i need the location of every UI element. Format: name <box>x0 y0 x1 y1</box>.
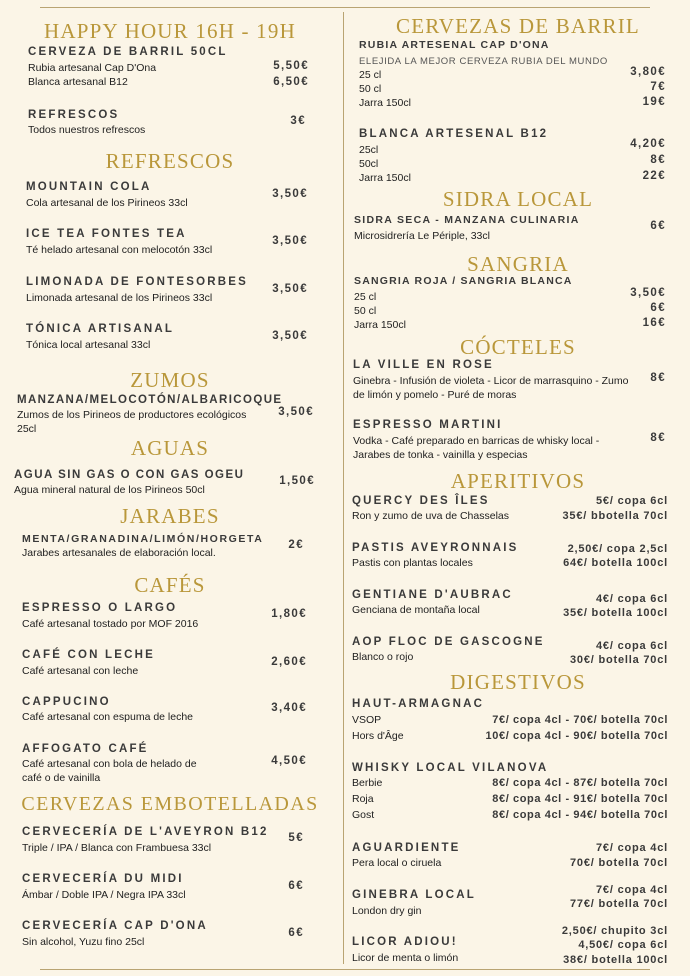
size-label: 25 cl <box>359 69 382 81</box>
size-price: 8€ <box>650 154 666 166</box>
menu-item-name: MOUNTAIN COLA <box>26 181 152 193</box>
menu-item-price: 2,60€ <box>271 656 307 668</box>
section-title-jarabes: JARABES <box>120 504 220 528</box>
menu-item-name: AGUA SIN GAS O CON GAS OGEU <box>14 469 245 481</box>
menu-item-price: 35€/ botella 100cl <box>563 607 668 619</box>
variant-label: Berbie <box>352 777 383 789</box>
menu-item-desc: Ginebra - Infusión de violeta - Licor de marrasquino - Zumo de limón y pomelo - Puré de moras <box>353 375 629 401</box>
variant-price: 8€/ copa 4cl - 94€/ botella 70cl <box>492 809 668 821</box>
menu-item-price: 5€ <box>288 832 304 844</box>
menu-item-name: PASTIS AVEYRONNAIS <box>352 542 519 554</box>
menu-item-price: 4,50€ <box>271 755 307 767</box>
size-price: 7€ <box>650 81 666 93</box>
menu-item-price: 3,50€ <box>272 330 308 342</box>
size-label: 25cl <box>359 144 379 156</box>
menu-item-name: LICOR ADIOU! <box>352 936 458 948</box>
menu-item-name: ICE TEA FONTES TEA <box>26 228 187 240</box>
menu-item-price: 38€/ botella 100cl <box>563 954 668 966</box>
menu-item-name: LA VILLE EN ROSE <box>353 359 494 371</box>
menu-item-desc: Tónica local artesanal 33cl <box>26 339 151 351</box>
size-label: 25 cl <box>354 291 377 303</box>
variant-price: 7€/ copa 4cl - 70€/ botella 70cl <box>492 714 668 726</box>
menu-item-name: BLANCA ARTESENAL B12 <box>359 128 549 140</box>
section-title-aperitivos: APERITIVOS <box>450 469 586 493</box>
happy-hour-refresh-name: REFRESCOS <box>28 109 120 121</box>
section-title-cocteles: CÓCTELES <box>460 335 576 359</box>
menu-item-name: CAPPUCINO <box>22 696 111 708</box>
happy-hour-refresh-price: 3€ <box>290 115 306 127</box>
section-title-cervezas-barril: CERVEZAS DE BARRIL <box>396 14 640 38</box>
section-title-refrescos: REFRESCOS <box>105 149 235 173</box>
menu-item-price: 35€/ bbotella 70cl <box>562 510 668 522</box>
menu-item-name: ESPRESSO MARTINI <box>353 419 503 431</box>
size-label: 50cl <box>359 158 379 170</box>
menu-item-price: 3,40€ <box>271 702 307 714</box>
section-title-zumos: ZUMOS <box>130 368 210 392</box>
menu-item-price: 2,50€/ copa 2,5cl <box>567 543 668 555</box>
menu-item-price: 30€/ botella 70cl <box>570 654 668 666</box>
variant-price: 8€/ copa 4cl - 87€/ botella 70cl <box>492 777 668 789</box>
variant-price: 10€/ copa 4cl - 90€/ botella 70cl <box>485 730 668 742</box>
menu-item-desc: Cola artesanal de los Pirineos 33cl <box>26 197 188 209</box>
menu-item-price: 3,50€ <box>272 188 308 200</box>
menu-item-name: AGUARDIENTE <box>352 842 461 854</box>
menu-item-name: MENTA/GRANADINA/LIMÓN/HORGETA <box>22 533 264 545</box>
menu-item-price: 6€ <box>650 220 666 232</box>
menu-item-price: 3,50€ <box>278 406 314 418</box>
menu-item-desc: Agua mineral natural de los Pirineos 50cl <box>14 484 205 496</box>
menu-item-name: CERVECERÍA DU MIDI <box>22 873 184 885</box>
size-price: 3,80€ <box>630 66 666 78</box>
menu-item-desc: Microsidrería Le Périple, 33cl <box>354 230 490 242</box>
menu-item-desc: Ron y zumo de uva de Chasselas <box>352 510 510 522</box>
size-price: 4,20€ <box>630 138 666 150</box>
column-divider <box>343 12 344 964</box>
menu-item-price: 70€/ botella 70cl <box>570 857 668 869</box>
menu-item-price: 8€ <box>650 432 666 444</box>
menu-item-name: TÓNICA ARTISANAL <box>26 323 175 335</box>
menu-item-desc: Café artesanal con bola de helado de café o de vainilla <box>22 758 197 784</box>
section-title-sidra: SIDRA LOCAL <box>442 187 594 211</box>
menu-item-name: CAFÉ CON LECHE <box>22 649 156 661</box>
size-price: 22€ <box>642 170 666 182</box>
size-price: 19€ <box>642 96 666 108</box>
menu-item-desc: Blanco o rojo <box>352 651 414 663</box>
variant-label: VSOP <box>352 714 382 726</box>
size-label: Jarra 150cl <box>354 319 406 331</box>
size-label: Jarra 150cl <box>359 172 411 184</box>
menu-item-price: 7€/ copa 4cl <box>596 884 668 896</box>
menu-item-desc: Té helado artesanal con melocotón 33cl <box>26 244 213 256</box>
menu-item-desc: Genciana de montaña local <box>352 604 480 616</box>
size-label: 50 cl <box>359 83 382 95</box>
menu-item-desc: Ámbar / Doble IPA / Negra IPA 33cl <box>22 889 186 901</box>
section-title-sangria: SANGRIA <box>467 252 569 276</box>
menu-item-price: 7€/ copa 4cl <box>596 842 668 854</box>
menu-item-name: ESPRESSO O LARGO <box>22 602 178 614</box>
variant-label: Gost <box>352 809 375 821</box>
menu-item-price: 4€/ copa 6cl <box>596 593 668 605</box>
menu-item-price: 4€/ copa 6cl <box>596 640 668 652</box>
menu-item-name: SIDRA SECA - MANZANA CULINARIA <box>354 214 580 226</box>
section-title-cafes: CAFÉS <box>134 573 206 597</box>
menu-item-price: 6€ <box>288 927 304 939</box>
menu-item-name: CERVECERÍA CAP D'ONA <box>22 920 208 932</box>
menu-item-name: AFFOGATO CAFÉ <box>22 743 149 755</box>
menu-item-name: RUBIA ARTESENAL CAP D'ONA <box>359 39 550 51</box>
menu-item-name: MANZANA/MELOCOTÓN/ALBARICOQUE <box>17 394 283 406</box>
menu-item-price: 1,80€ <box>271 608 307 620</box>
menu-item-desc: Café artesanal con espuma de leche <box>22 711 194 723</box>
happy-hour-beer-line: Rubia artesanal Cap D'Ona <box>28 62 157 74</box>
bottom-rule <box>40 969 650 970</box>
menu-item-price: 4,50€/ copa 6cl <box>578 939 668 951</box>
menu-item-name: WHISKY LOCAL VILANOVA <box>352 762 549 774</box>
menu-item-price: 5€/ copa 6cl <box>596 495 668 507</box>
menu-item-price: 8€ <box>650 372 666 384</box>
happy-hour-beer-line: Blanca artesanal B12 <box>28 76 128 88</box>
menu-item-desc: Licor de menta o limón <box>352 952 459 964</box>
section-title-cervezas-embotelladas: CERVEZAS EMBOTELLADAS <box>21 793 319 815</box>
menu-item-price: 6€ <box>288 880 304 892</box>
menu-item-desc: Pera local o ciruela <box>352 857 442 869</box>
menu-item-desc: Vodka - Café preparado en barricas de whisky local - Jarabes de tonka - vainilla y especias <box>353 435 600 461</box>
happy-hour-refresh-desc: Todos nuestros refrescos <box>28 124 146 136</box>
menu-item-price: 2,50€/ chupito 3cl <box>561 925 668 937</box>
size-label: 50 cl <box>354 305 377 317</box>
happy-hour-beer-name: CERVEZA DE BARRIL 50CL <box>28 46 228 58</box>
menu-item-name: HAUT-ARMAGNAC <box>352 698 485 710</box>
menu-item-desc: Jarabes artesanales de elaboración local. <box>22 547 216 559</box>
happy-hour-beer-price: 5,50€ <box>273 60 309 72</box>
menu-item-desc: Limonada artesanal de los Pirineos 33cl <box>26 292 213 304</box>
menu-item-price: 3,50€ <box>272 235 308 247</box>
menu-item-desc: Zumos de los Pirineos de productores ecológicos 25cl <box>17 409 247 435</box>
size-price: 3,50€ <box>630 287 666 299</box>
section-title-digestivos: DIGESTIVOS <box>450 670 586 694</box>
menu-item-desc: Café artesanal con leche <box>22 665 139 677</box>
menu-item-name: QUERCY DES ÎLES <box>352 495 490 507</box>
menu-item-name: GINEBRA LOCAL <box>352 889 477 901</box>
menu-item-price: 64€/ botella 100cl <box>563 557 668 569</box>
menu-item-desc: Triple / IPA / Blanca con Frambuesa 33cl <box>22 842 212 854</box>
size-price: 6€ <box>650 302 666 314</box>
variant-price: 8€/ copa 4cl - 91€/ botella 70cl <box>492 793 668 805</box>
happy-hour-title: HAPPY HOUR 16H - 19H <box>44 19 296 43</box>
menu-item-desc: London dry gin <box>352 905 422 917</box>
size-price: 16€ <box>642 317 666 329</box>
menu-item-price: 77€/ botella 70cl <box>570 898 668 910</box>
menu-item-price: 2€ <box>288 539 304 551</box>
size-label: Jarra 150cl <box>359 97 411 109</box>
menu-item-desc: Pastis con plantas locales <box>352 557 473 569</box>
variant-label: Hors d'Âge <box>352 730 404 742</box>
top-rule <box>40 7 650 8</box>
menu-item-name: CERVECERÍA DE L'AVEYRON B12 <box>22 826 269 838</box>
menu-item-price: 3,50€ <box>272 283 308 295</box>
variant-label: Roja <box>352 793 374 805</box>
menu-item-tagline: ELEJIDA LA MEJOR CERVEZA RUBIA DEL MUNDO <box>359 56 608 67</box>
menu-item-name: LIMONADA DE FONTESORBES <box>26 276 249 288</box>
menu-item-price: 1,50€ <box>279 475 315 487</box>
menu-item-name: SANGRIA ROJA / SANGRIA BLANCA <box>354 275 573 287</box>
menu-item-desc: Sin alcohol, Yuzu fino 25cl <box>22 936 145 948</box>
happy-hour-beer-price: 6,50€ <box>273 76 309 88</box>
menu-item-desc: Café artesanal tostado por MOF 2016 <box>22 618 199 630</box>
section-title-aguas: AGUAS <box>130 436 210 460</box>
menu-item-name: AOP FLOC DE GASCOGNE <box>352 636 545 648</box>
menu-item-name: GENTIANE D'AUBRAC <box>352 589 513 601</box>
